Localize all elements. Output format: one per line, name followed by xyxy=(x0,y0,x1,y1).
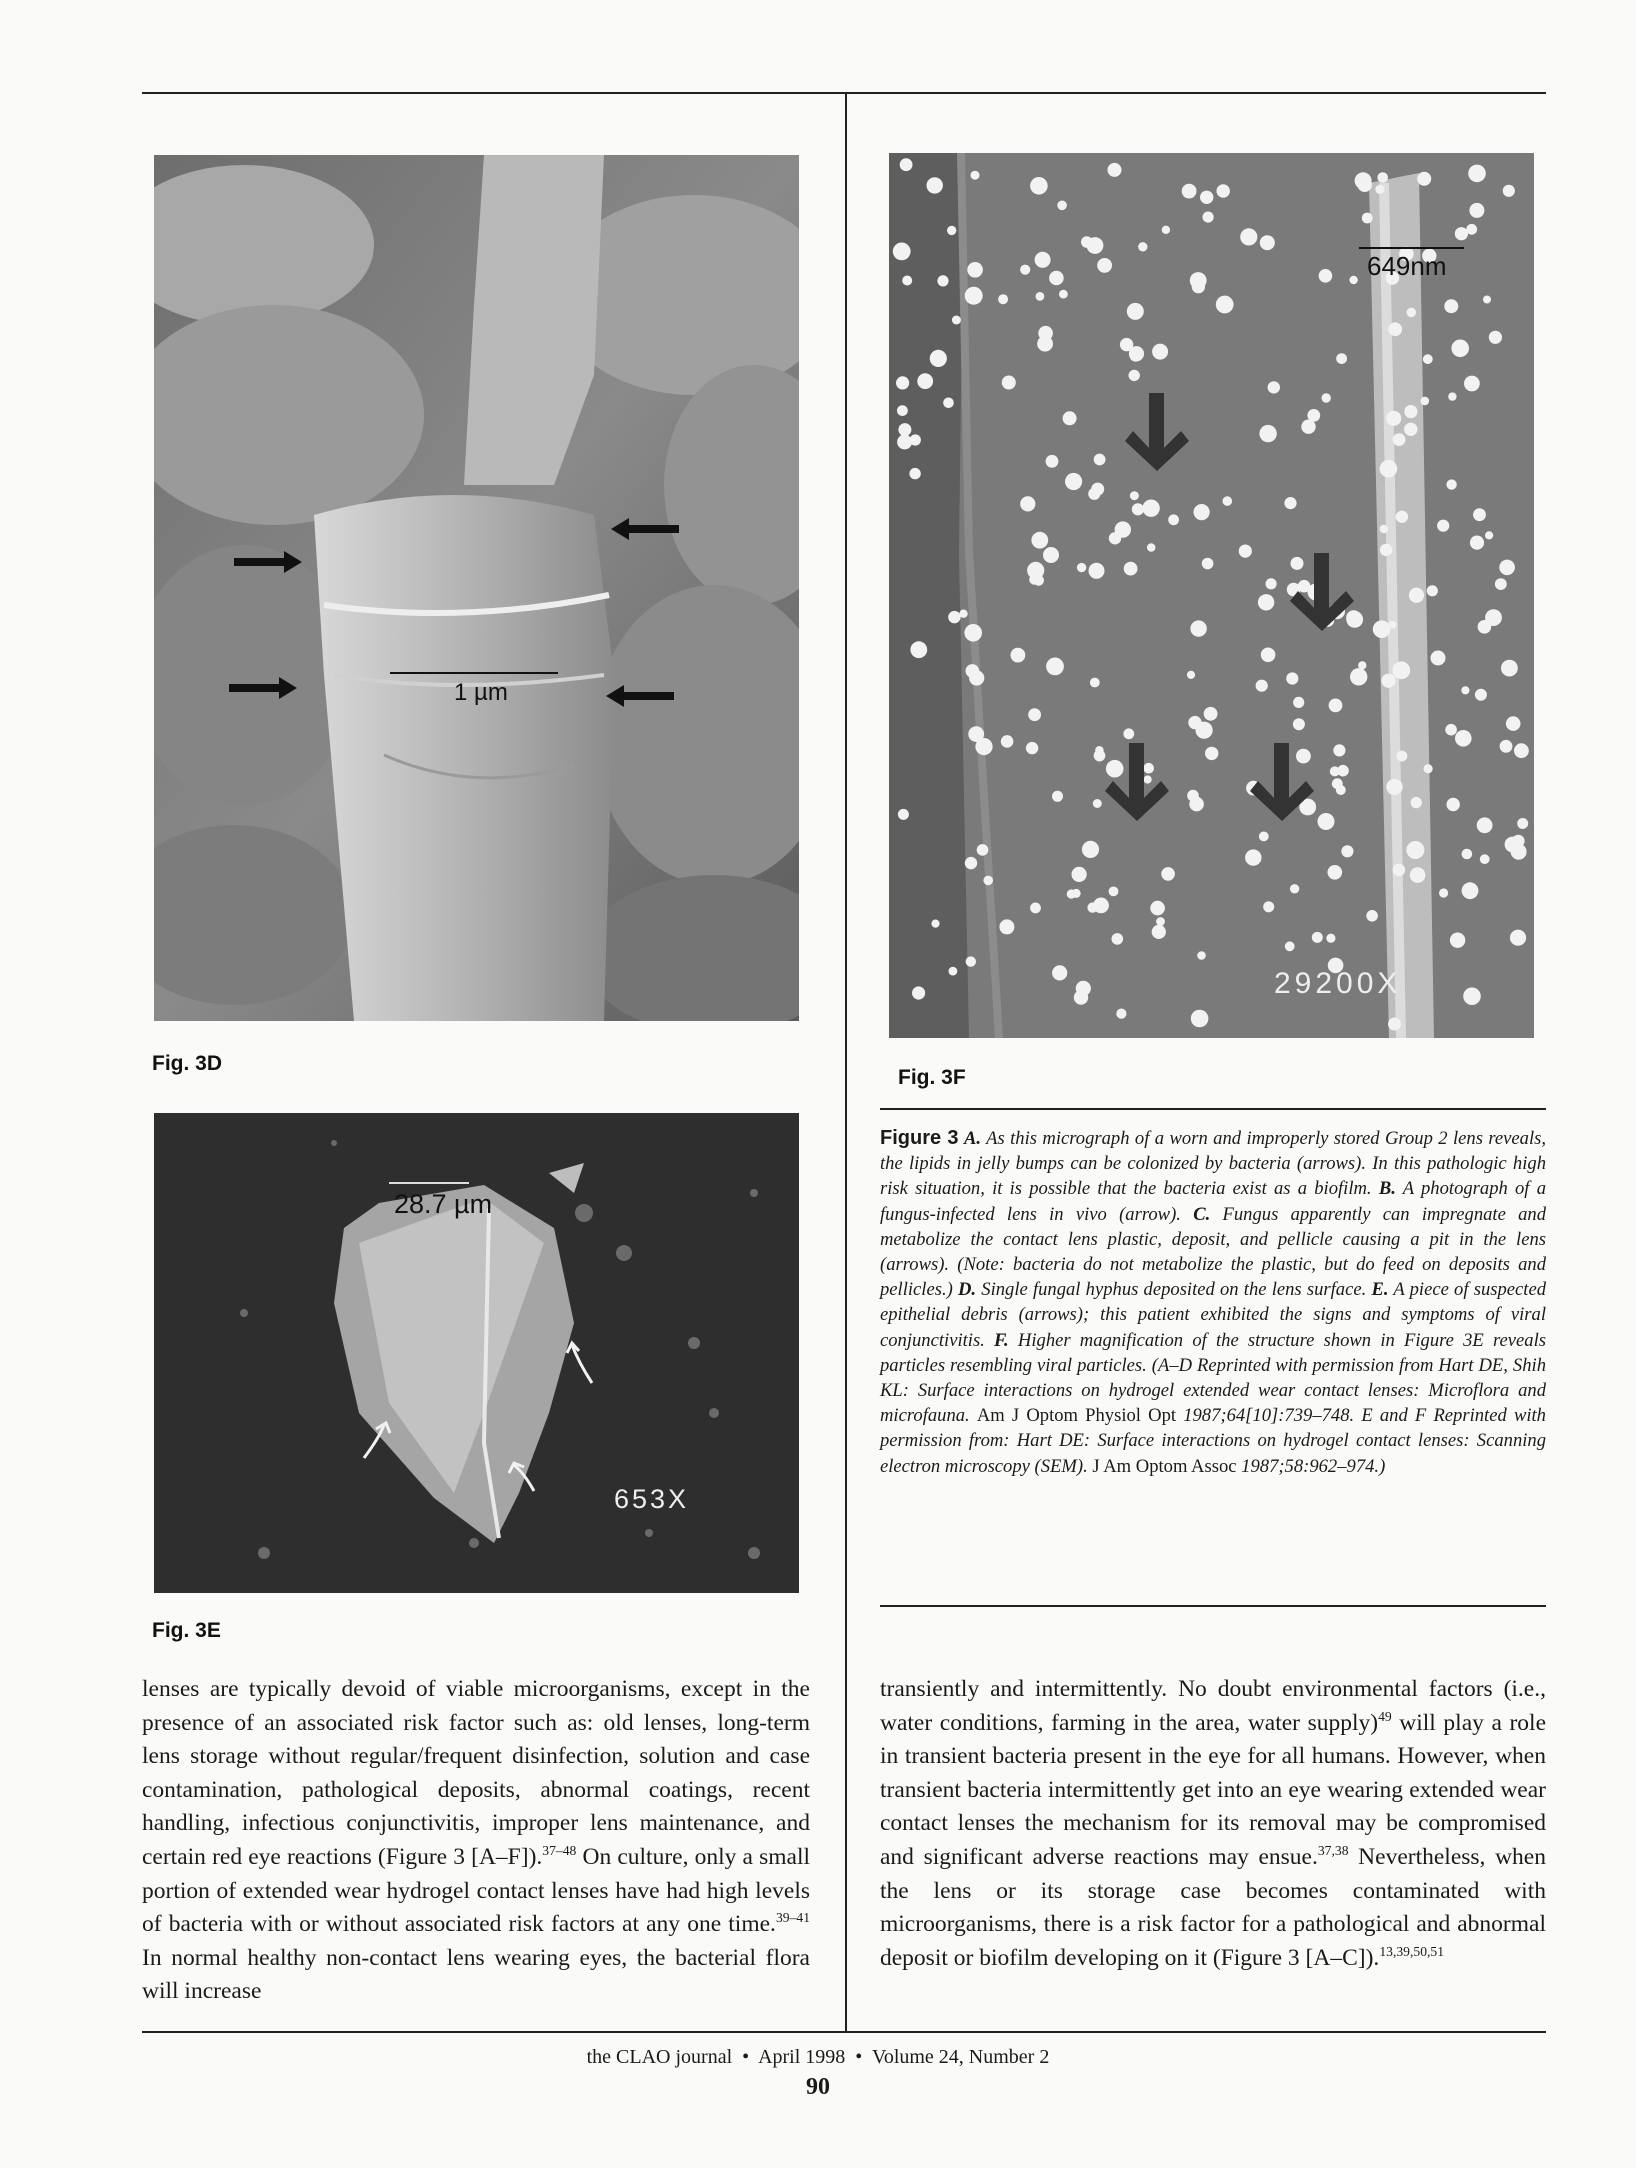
scale-bar-label: 28.7 µm xyxy=(394,1189,493,1219)
magnification-label: 653X xyxy=(614,1484,690,1514)
footer-date: April 1998 xyxy=(758,2046,846,2068)
right-column-text xyxy=(880,1673,1546,1975)
citation-superscript: 37,38 xyxy=(1317,1843,1349,1859)
caption-f-text: Higher magnification of the structure shown in Figure 3E reveals particles resembling viral particles. (A–D Reprinted with permission from Hart DE, Shih KL: Surface interactions on hydrogel extended wear contact lenses: Microflora and microfauna. xyxy=(880,1329,1546,1427)
figure-3d-micrograph xyxy=(154,155,799,1021)
caption-d-text: Single fungal hyphus deposited on the lens surface. xyxy=(981,1279,1367,1301)
column-divider xyxy=(845,93,847,2031)
figure-3f-micrograph xyxy=(889,153,1534,1038)
paragraph-text: On culture, only a small portion of extended wear hydrogel contact lenses have had high levels of bacteria with or without associated risk factors at any one time. xyxy=(142,1843,811,1938)
citation-superscript: 37–48 xyxy=(542,1843,577,1859)
caption-e-text: A piece of suspected epithelial debris (arrows); this patient exhibited the signs and symptoms of viral conjunctivitis. xyxy=(880,1279,1546,1351)
caption-journal-2: J Am Optom Assoc xyxy=(1092,1455,1237,1477)
citation-superscript: 49 xyxy=(1378,1708,1392,1724)
caption-a-label: A. xyxy=(963,1128,982,1149)
caption-lead: Figure 3 xyxy=(880,1127,959,1149)
paragraph-text: will play a role in transient bacteria present in the eye for all humans. However, when transient bacteria intermittently get into an eye wearing extended wear contact lenses the mechanism for its removal may be compromised and significant adverse reactions may ensue. xyxy=(880,1709,1546,1870)
footer-separator: • xyxy=(855,2046,863,2068)
bottom-rule xyxy=(142,2031,1546,2033)
caption-top-rule xyxy=(880,1108,1546,1110)
caption-journal-1: Am J Optom Physiol Opt xyxy=(976,1405,1177,1427)
footer-journal: the CLAO journal xyxy=(586,2046,733,2068)
page-number: 90 xyxy=(806,2074,830,2100)
left-column-text xyxy=(142,1673,810,2009)
footer-separator: • xyxy=(742,2046,750,2068)
caption-e-label: E. xyxy=(1371,1279,1389,1301)
paragraph-text: Nevertheless, when the lens or its storage case becomes contaminated with microorganisms, there is a risk factor for a pathological and abnormal deposit or biofilm developing on it (Figure 3 [A–C]). xyxy=(880,1843,1546,1971)
caption-citation-2: 1987;58:962–974.) xyxy=(1241,1455,1386,1477)
footer-volume: Volume 24, Number 2 xyxy=(871,2046,1050,2068)
scale-bar-label: 649nm xyxy=(1367,251,1447,281)
figure-3f-label: Fig. 3F xyxy=(898,1066,966,1089)
caption-b-label: B. xyxy=(1378,1178,1396,1200)
paragraph-text: transiently and intermittently. No doubt environmental factors (i.e., water conditions, farming in the area, water supply) xyxy=(880,1676,1546,1736)
caption-bottom-rule xyxy=(880,1605,1546,1607)
caption-c-text: Fungus apparently can impregnate and metabolize the contact lens plastic, deposit, and pellicle causing a pit in the lens (arrows). (Note: bacteria do not metabolize the plastic, but do feed on deposits and pellicles.) xyxy=(880,1203,1546,1301)
paragraph-text: In normal healthy non-contact lens wearing eyes, the bacterial flora will increase xyxy=(142,1944,810,2005)
caption-c-label: C. xyxy=(1193,1203,1211,1225)
figure-caption xyxy=(880,1126,1546,1479)
figure-3e-micrograph xyxy=(154,1113,799,1593)
caption-b-text: A photograph of a fungus-infected lens in vivo (arrow). xyxy=(880,1178,1546,1225)
running-footer xyxy=(0,2046,1636,2069)
figure-3e-label: Fig. 3E xyxy=(152,1619,221,1642)
caption-f-label: F. xyxy=(994,1329,1009,1351)
caption-citation-1: 1987;64[10]:739–748. E and F Reprinted with permission from: Hart DE: Surface interactions on hydrogel contact lenses: Scanning electron microscopy (SEM). xyxy=(880,1405,1546,1477)
scale-bar-label: 1 µm xyxy=(454,679,508,706)
citation-superscript: 39–41 xyxy=(775,1910,810,1926)
caption-a-text: As this micrograph of a worn and improperly stored Group 2 lens reveals, the lipids in jelly bumps can be colonized by bacteria (arrows). In this pathologic high risk situation, it is possible that the bacteria exist as a biofilm. xyxy=(880,1128,1547,1200)
caption-d-label: D. xyxy=(958,1279,977,1301)
particle-field xyxy=(889,153,1534,1038)
top-rule xyxy=(142,92,1546,94)
magnification-label: 29200X xyxy=(1274,967,1402,1000)
citation-superscript: 13,39,50,51 xyxy=(1379,1943,1445,1959)
figure-3d-label: Fig. 3D xyxy=(152,1052,223,1075)
paragraph-text: lenses are typically devoid of viable microorganisms, except in the presence of an associated risk factor such as: old lenses, long-term lens storage without regular/frequent disinfection, solution and case contamination, pathological deposits, abnormal coatings, recent handling, infectious conjunctivitis, improper lens maintenance, and certain red eye reactions (Figure 3 [A–F]). xyxy=(142,1676,810,1870)
